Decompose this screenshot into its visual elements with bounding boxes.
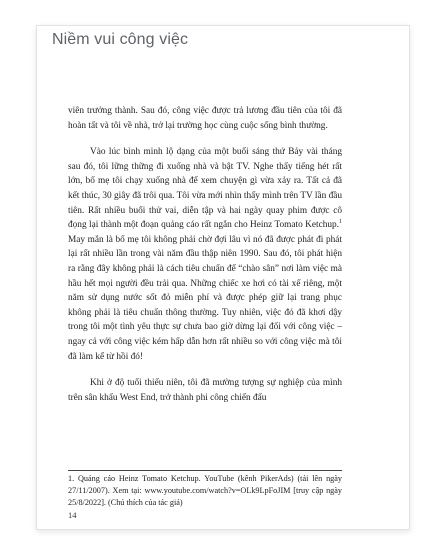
paragraph-2 — [68, 145, 342, 364]
footnote-marker: 1 — [339, 219, 342, 226]
body-text — [68, 104, 342, 405]
paragraph-2-part-1: Vào lúc bình minh lộ dạng của một buổi sáng thứ Bảy vài tháng sau đó, tôi lững thững đi xuống nhà và bật TV. Nghe thấy tiếng hét rất lớn, bố mẹ tôi chạy xuống nhà để xem chuyện gì vừa xảy ra. Tất cả đã kết thúc, 30 giây đã trôi qua. Tôi vừa mới nhìn thấy mình trên TV lần đầu tiên. Rất nhiều buổi thử vai, diễn tập và hai ngày quay phim được cô đọng lại thành một đoạn quảng cáo rất ngắn cho Heinz Tomato Ketchup. — [68, 147, 342, 231]
footnote-divider — [68, 470, 342, 471]
running-head: Niềm vui công việc — [52, 31, 189, 48]
page-number: 14 — [68, 510, 77, 520]
paragraph-1: viên trưởng thành. Sau đó, công việc được trả lương đầu tiên của tôi đã hoàn tất và tôi về nhà, trở lại trường học cùng cuộc sống bình thường. — [68, 106, 342, 131]
footnote: 1. Quảng cáo Heinz Tomato Ketchup. YouTube (kênh PikerAds) (tải lên ngày 27/11/2007). Xem tại: www.youtube.com/watch?v=OLk9LpFoJIM [truy cập ngày 25/8/2022]. (Chú thích của tác giả) — [68, 474, 342, 507]
paragraph-3: Khi ở độ tuổi thiếu niên, tôi đã mường tượng sự nghiệp của mình trên sân khấu West End, trở thành phi công chiến đấu — [68, 378, 342, 403]
paragraph-2-part-2: May mắn là bố mẹ tôi không phải chờ đợi lâu vì nó đã được phát đi phát lại rất nhiều lần trong vài năm đầu thập niên 1990. Sau đó, tôi phát hiện ra rằng đây không phải là cách tiêu chuẩn để “chào sân” nơi làm việc mà hầu hết mọi người đều trải qua. Những chiếc xe hơi có tài xế riêng, một năm sử dụng nước sốt đỏ miễn phí và được phép giữ lại trang phục không phải là tiêu chuẩn thông thường. Tuy nhiên, việc đó đã khơi dậy trong tôi một tình yêu thực sự chưa bao giờ dừng lại đối với công việc – ngay cả với công việc kém hấp dẫn hơn rất nhiều so với công việc mà tôi đã làm kể từ hồi đó! — [68, 234, 342, 362]
